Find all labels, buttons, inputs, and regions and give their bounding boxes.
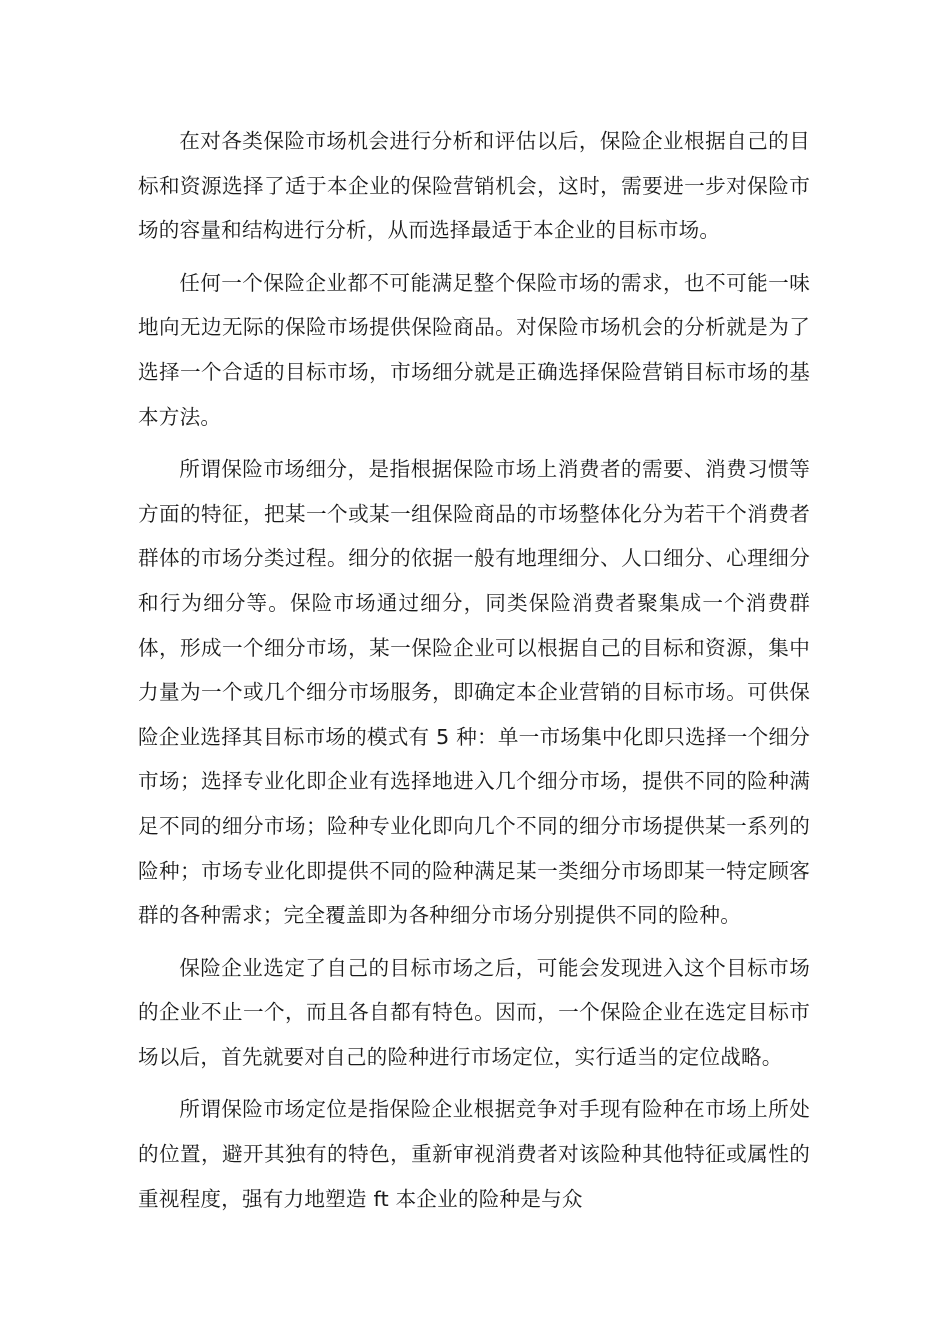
- paragraph-1: 在对各类保险市场机会进行分析和评估以后，保险企业根据自己的目标和资源选择了适于本企业的保险营销机会，这时，需要进一步对保险市场的容量和结构进行分析，从而选择最适于本企业的目标市场。: [138, 129, 810, 243]
- paragraph-5: 所谓保险市场定位是指保险企业根据竞争对手现有险种在市场上所处的位置，避开其独有的特色，重新审视消费者对该险种其他特征或属性的重视程度，强有力地塑造 ft 本企业的险种是与众: [138, 1097, 810, 1211]
- paragraph-2: 任何一个保险企业都不可能满足整个保险市场的需求，也不可能一味地向无边无际的保险市场提供保险商品。对保险市场机会的分析就是为了选择一个合适的目标市场，市场细分就是正确选择保险营销目标市场的基本方法。: [138, 270, 810, 429]
- paragraph-4: 保险企业选定了自己的目标市场之后，可能会发现进入这个目标市场的企业不止一个，而且各自都有特色。因而，一个保险企业在选定目标市场以后，首先就要对自己的险种进行市场定位，实行适当的定位战略。: [138, 955, 810, 1069]
- document-body: [138, 119, 810, 1229]
- paragraph-3: 所谓保险市场细分，是指根据保险市场上消费者的需要、消费习惯等方面的特征，把某一个或某一组保险商品的市场整体化分为若干个消费者群体的市场分类过程。细分的依据一般有地理细分、人口细分、心理细分和行为细分等。保险市场通过细分，同类保险消费者聚集成一个消费群体，形成一个细分市场，某一保险企业可以根据自己的目标和资源，集中力量为一个或几个细分市场服务，即确定本企业营销的目标市场。可供保险企业选择其目标市场的模式有 5 种：单一市场集中化即只选择一个细分市场；选择专业化即企业有选择地进入几个细分市场，提供不同的险种满足不同的细分市场；险种专业化即向几个不同的细分市场提供某一系列的险种；市场专业化即提供不同的险种满足某一类细分市场即某一特定顾客群的各种需求；完全覆盖即为各种细分市场分别提供不同的险种。: [138, 457, 810, 928]
